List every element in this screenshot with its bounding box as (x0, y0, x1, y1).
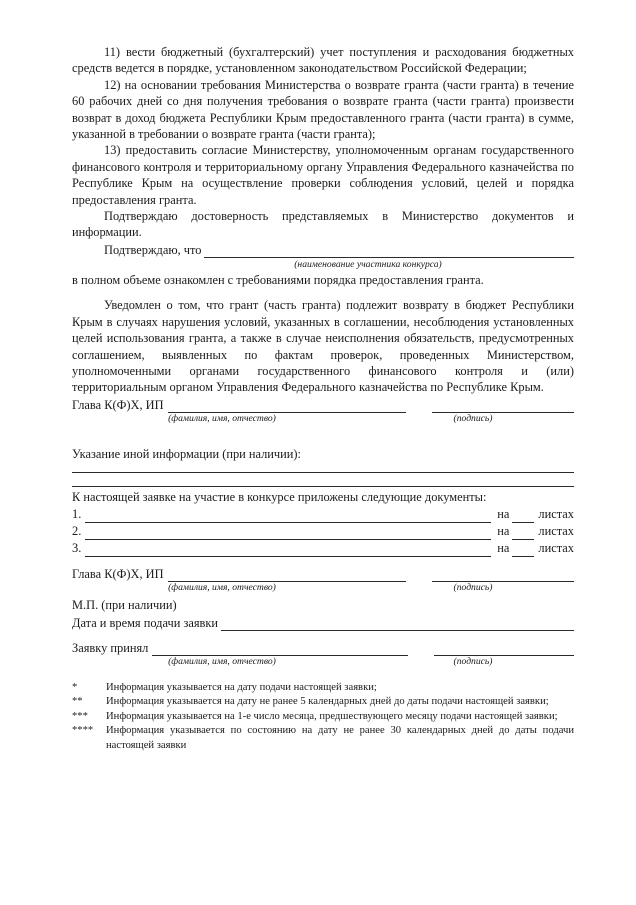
caption-signature-2: (подпись) (453, 581, 493, 593)
attachment-name-input[interactable] (85, 525, 491, 540)
head-captions-2 (72, 582, 574, 593)
footnote-item (72, 681, 574, 696)
footnote-text: Информация указывается по состоянию на дату не ранее 30 календарных дней до даты подачи настоящей заявки (106, 725, 574, 751)
head-signature-row-1 (72, 397, 574, 413)
datetime-label: Дата и время подачи заявки (72, 615, 219, 630)
footnotes (72, 681, 574, 754)
footnote-item (72, 710, 574, 725)
head-label-2: Глава К(Ф)Х, ИП (72, 566, 164, 581)
other-info-line-1[interactable] (72, 472, 574, 473)
accepted-row (72, 640, 574, 656)
attachment-sheets-input[interactable] (512, 542, 534, 557)
other-info-line-2[interactable] (72, 486, 574, 487)
paragraph-after-participant: в полном объеме ознакомлен с требованиями порядка предоставления гранта. (72, 272, 484, 287)
attachment-on-label: на (497, 506, 510, 521)
datetime-row (72, 615, 574, 631)
footnote-text: Информация указывается на дату не ранее 5 календарных дней до даты подачи настоящей заявки; (106, 696, 549, 708)
attachment-number: 2. (72, 523, 82, 538)
accepted-signature-input[interactable] (434, 642, 574, 656)
attachment-row (72, 540, 574, 557)
attachment-number: 3. (72, 540, 82, 555)
caption-fio-1: (фамилия, имя, отчество) (168, 412, 276, 424)
head-label-1: Глава К(Ф)Х, ИП (72, 397, 164, 412)
paragraph-12: 12) на основании требования Министерства о возврате гранта (части гранта) в течение 60 рабочих дней со дня получения требования о возврате гранта (части гранта) произвести возврат в доход бюджета Республики Крым предоставленного гранта (части гранта) в сумме, указанной в требовании о возврате гранта (части гранта); (72, 77, 574, 142)
caption-signature-3: (подпись) (453, 655, 493, 667)
attachment-sheets-label: листах (538, 523, 574, 538)
participant-name-input[interactable] (204, 244, 574, 258)
paragraph-notice: Уведомлен о том, что грант (часть гранта) подлежит возврату в бюджет Республики Крым в случаях нарушения условий, указанных в соглашении, несоблюдения установленных целей использования гранта, а также в случае неисполнения обязательств, предусмотренных соглашением, выявленных по фактам проверок, проведенных Министерством, уполномоченными органами государственного финансового контроля и (или) территориальным органом Управления Федерального казначейства по Республике Крым. (72, 298, 574, 395)
accepted-captions (72, 656, 574, 667)
caption-fio-2: (фамилия, имя, отчество) (168, 581, 276, 593)
attachment-sheets-input[interactable] (512, 508, 534, 523)
participant-caption-row (72, 259, 574, 270)
datetime-input[interactable] (221, 617, 574, 631)
mp-label: М.П. (при наличии) (72, 597, 177, 612)
footnote-mark: ** (72, 696, 83, 708)
footnote-text: Информация указывается на 1-е число месяца, предшествующего месяцу подачи настоящей заявки; (106, 710, 558, 722)
head-signature-input-2[interactable] (432, 568, 574, 582)
confirm-that-line (72, 242, 574, 258)
attachment-name-input[interactable] (85, 508, 491, 523)
attachment-name-input[interactable] (85, 542, 491, 557)
attachment-row (72, 506, 574, 523)
head-fio-input-1[interactable] (168, 399, 406, 413)
attachment-row (72, 523, 574, 540)
paragraph-13: 13) предоставить согласие Министерству, уполномоченным органам государственного финансового контроля и территориальному органу Управления Федерального казначейства по Республике Крым на осуществление проверки соблюдения условий, целей и порядка предоставления гранта. (72, 143, 574, 207)
footnote-item (72, 695, 574, 710)
paragraph-confirm-accuracy: Подтверждаю достоверность представляемых в Министерство документов и информации. (72, 209, 574, 240)
other-info-label: Указание иной информации (при наличии): (72, 446, 301, 461)
caption-fio-3: (фамилия, имя, отчество) (168, 655, 276, 667)
attachments-title: К настоящей заявке на участие в конкурсе приложены следующие документы: (72, 489, 487, 504)
attachment-sheets-input[interactable] (512, 525, 534, 540)
footnote-mark: *** (72, 710, 88, 722)
head-signature-input-1[interactable] (432, 399, 574, 413)
head-fio-input-2[interactable] (168, 568, 406, 582)
accepted-fio-input[interactable] (152, 642, 408, 656)
footnote-mark: * (72, 681, 78, 693)
caption-signature-1: (подпись) (453, 412, 493, 424)
head-signature-row-2 (72, 566, 574, 582)
footnote-text: Информация указывается на дату подачи настоящей заявки; (106, 681, 377, 693)
accepted-label: Заявку принял (72, 640, 149, 655)
attachment-sheets-label: листах (538, 540, 574, 555)
footnote-mark: **** (72, 725, 94, 737)
attachment-sheets-label: листах (538, 506, 574, 521)
head-captions-1 (72, 413, 574, 424)
participant-caption: (наименование участника конкурса) (294, 258, 442, 270)
attachment-on-label: на (497, 523, 510, 538)
attachment-number: 1. (72, 506, 82, 521)
footnote-item (72, 724, 574, 753)
attachment-on-label: на (497, 540, 510, 555)
paragraph-11: 11) вести бюджетный (бухгалтерский) учет поступления и расходования бюджетных средств ведется в порядке, установленном законодательством Российской Федерации; (72, 45, 574, 76)
confirm-that-label: Подтверждаю, что (104, 242, 202, 257)
